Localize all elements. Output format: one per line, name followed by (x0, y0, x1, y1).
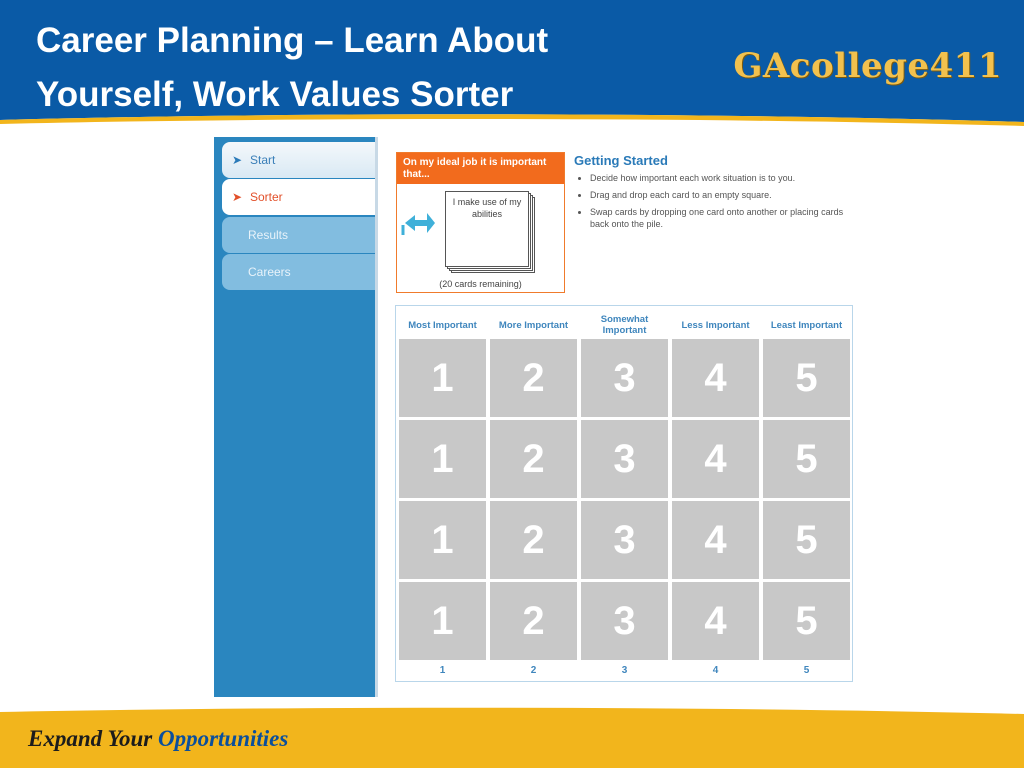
grid-slot[interactable]: 1 (399, 339, 486, 417)
grid-slot[interactable]: 3 (581, 420, 668, 498)
column-header-less-important: Less Important (681, 319, 750, 331)
sidebar-item-sorter[interactable] (222, 179, 375, 215)
grid-slot[interactable]: 5 (763, 420, 850, 498)
grid-slot[interactable]: 3 (581, 339, 668, 417)
arrow-right-icon: ➤ (232, 153, 243, 167)
grid-slot[interactable]: 2 (490, 582, 577, 660)
column-footer-number: 3 (621, 665, 628, 676)
grid-slot[interactable]: 2 (490, 339, 577, 417)
instruction-item: • Decide how important each work situation is to you. (590, 172, 854, 184)
grid-slot[interactable]: 4 (672, 582, 759, 660)
current-card[interactable] (445, 191, 529, 267)
getting-started-heading: Getting Started (574, 153, 668, 168)
grid-slot[interactable]: 3 (581, 501, 668, 579)
grid-slot[interactable]: 4 (672, 501, 759, 579)
sidebar-item-label: Results (248, 228, 289, 242)
card-pile-prompt: On my ideal job it is important that... (397, 153, 564, 184)
footer-tagline-part1: Expand Your (28, 726, 158, 751)
grid-slot[interactable]: 5 (763, 582, 850, 660)
slide-title-line2: Yourself, Work Values Sorter (36, 75, 514, 114)
grid-slot[interactable]: 1 (399, 501, 486, 579)
column-footer-number: 4 (712, 665, 719, 676)
column-footer-number: 5 (803, 665, 810, 676)
column-header-least-important: Least Important (770, 319, 843, 331)
sidebar-item-start[interactable] (222, 142, 375, 178)
grid-slot[interactable]: 3 (581, 582, 668, 660)
card-pile (396, 152, 565, 293)
return-to-pile-icon[interactable] (401, 209, 437, 239)
grid-slot[interactable]: 2 (490, 501, 577, 579)
instructions-list (574, 172, 854, 230)
sidebar-item-label: Sorter (250, 190, 283, 204)
getting-started-panel (574, 153, 854, 235)
footer-tagline (28, 726, 288, 752)
sort-grid (395, 305, 853, 682)
sorter-app (214, 137, 868, 697)
card-stack[interactable] (445, 191, 535, 283)
slide-title-line1: Career Planning – Learn About (36, 21, 549, 60)
grid-slot[interactable]: 5 (763, 339, 850, 417)
grid-slot[interactable]: 5 (763, 501, 850, 579)
current-card-text: I make use of my abilities (452, 197, 522, 219)
instruction-item: • Swap cards by dropping one card onto another or placing cards back onto the pile. (590, 206, 854, 230)
grid-slot[interactable]: 1 (399, 420, 486, 498)
slide-title (36, 14, 548, 122)
grid-slot[interactable]: 4 (672, 339, 759, 417)
grid-slot[interactable]: 2 (490, 420, 577, 498)
sidebar (214, 137, 375, 697)
sidebar-item-results[interactable] (222, 217, 375, 253)
arrow-right-icon: ➤ (232, 190, 243, 204)
sidebar-item-careers[interactable] (222, 254, 375, 290)
sidebar-item-label: Careers (248, 265, 291, 279)
column-header-most-important: Most Important (408, 319, 477, 331)
sidebar-item-label: Start (250, 153, 276, 167)
gacollege411-logo: GAcollege411 (733, 46, 1002, 86)
column-footer-number: 1 (439, 665, 446, 676)
cards-remaining: (20 cards remaining) (439, 279, 522, 289)
footer-tagline-part2: Opportunities (157, 726, 289, 751)
column-header-more-important: More Important (498, 319, 569, 331)
column-header-somewhat-important: Somewhat Important (600, 314, 649, 336)
instruction-item: • Drag and drop each card to an empty square. (590, 189, 854, 201)
sidebar-divider (375, 137, 378, 697)
column-footer-number: 2 (530, 665, 537, 676)
grid-slot[interactable]: 1 (399, 582, 486, 660)
grid-slot[interactable]: 4 (672, 420, 759, 498)
